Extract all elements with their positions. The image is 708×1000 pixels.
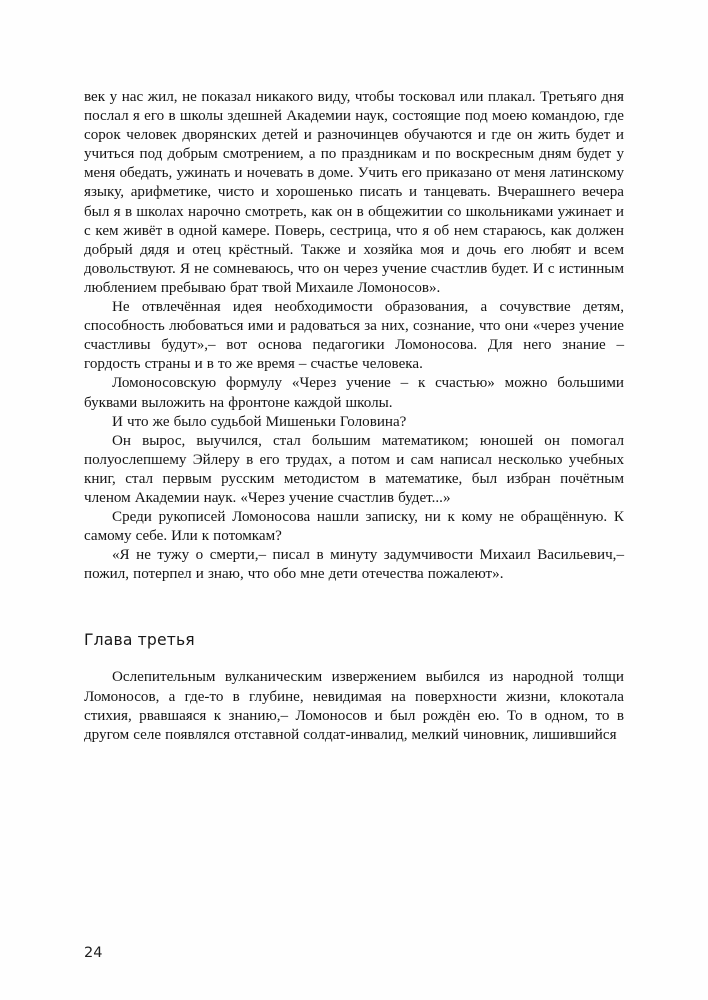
paragraph-question-golovin: И что же было судьбой Мишеньки Головина? (112, 413, 407, 430)
paragraph-formula-inscription: Ломоносовскую формулу «Через учение – к счастью» можно большими буквами выложить на фронтоне каждой школы. (84, 375, 624, 411)
page-text-column (84, 88, 624, 745)
chapter-heading: Глава третья (84, 631, 195, 650)
paragraph-pedagogy-idea: Не отвлечённая идея необходимости образования, а сочувствие детям, способность любоваться ими и радоваться за них, сознание, что они «через учение счастливы будут»,– вот основа педагогики Ломоносова. Для него знание – гордость страны и в то же время – счастье человека. (84, 299, 624, 373)
paragraph-manuscript-note: Среди рукописей Ломоносова нашли записку, ни к кому не обращённую. К самому себе. Или к потомкам? (84, 509, 624, 545)
page-number: 24 (84, 945, 103, 961)
paragraph-letter-continuation: век у нас жил, не показал никакого виду, чтобы тосковал или плакал. Третьяго дня послал я его в школы здешней Академии наук, состоящие под моею командою, где сорок человек дворянских детей и разночинцев обучаются и где он жить будет и учиться под добрым смотрением, а по праздникам и по воскресным дням будет у меня обедать, ужинать и ночевать в доме. Учить его приказано от меня латинскому языку, арифметике, чисто и хорошенько писать и танцевать. Вчерашнего вечера был я в школах нарочно смотреть, как он в общежитии со школьниками ужинает и с кем живёт в одной камере. Поверь, сестрица, что я об нем стараюсь, как должен добрый дядя и отец крёстный. Также и хозяйка моя и дочь его любят и всем довольствуют. Я не сомневаюсь, что он через учение счастлив будет. И с истинным люблением пребываю брат твой Михаиле Ломоносов». (84, 89, 624, 296)
chapter-heading-spacer (84, 650, 624, 668)
paragraph-chapter-three-opening: Ослепительным вулканическим извержением выбился из народной толщи Ломоносов, а где-то в глубине, невидимая на поверхности жизни, клокотала стихия, рвавшаяся к знанию,– Ломоносов и был рождён ею. То в одном, то в другом селе появлялся отставной солдат-инвалид, мелкий чиновник, лишившийся (84, 669, 624, 743)
paragraph-death-quote: «Я не тужу о смерти,– писал в минуту задумчивости Михаил Васильевич,– пожил, потерпел и знаю, что обо мне дети отечества пожалеют». (84, 547, 624, 583)
chapter-spacer (84, 584, 624, 630)
paragraph-golovin-biography: Он вырос, выучился, стал большим математиком; юношей он помогал полуослепшему Эйлеру в его трудах, а потом и сам написал несколько учебных книг, стал первым русским методистом в математике, был избран почётным членом Академии наук. «Через учение счастлив будет...» (84, 432, 624, 506)
